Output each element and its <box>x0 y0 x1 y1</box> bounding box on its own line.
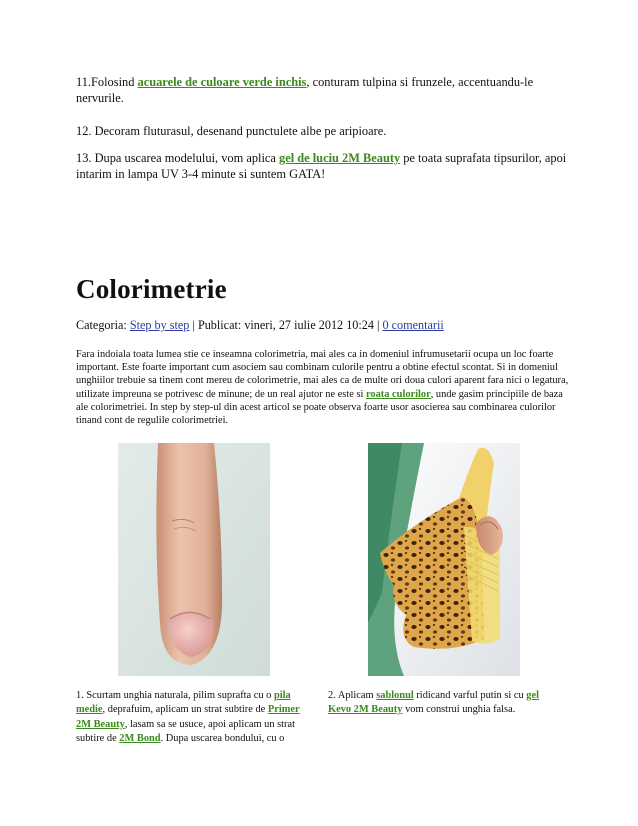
caption-2-text: vom construi unghia falsa. <box>402 704 516 716</box>
finger-nail-photo <box>118 443 270 676</box>
intro-text: Fara indoiala toata lumea stie ce inseamna colorimetria, mai ales ca in domeniul infrumusetarii ocupa un loc foarte important. Este foarte important cum asociem sau combinam culorile pentru a obtine efectul scontat. Si in domeniul unghiilor trebuie sa tinem cont mereu de colorimetrie, mai ales ca de multe ori doua culori aparent fara nici o legatura, utilizate impreuna se potrivesc de minune; de un real ajutor ne este si <box>76 349 569 400</box>
step-13-suffix: pe toata suprafata tipsurilor, apoi intarim in lampa UV 3-4 minute si suntem GATA! <box>76 151 567 181</box>
step-1-caption <box>76 689 316 747</box>
caption-1-text: . Dupa uscarea bondului, cu o <box>160 733 285 745</box>
medium-file-link[interactable]: pila medie <box>76 690 291 716</box>
primer-link[interactable]: Primer 2M Beauty <box>76 704 300 730</box>
step-2-caption <box>328 689 564 718</box>
bond-link[interactable]: 2M Bond <box>119 733 161 745</box>
step-12-paragraph: 12. Decoram fluturasul, desenand punctulete albe pe aripioare. <box>76 124 387 138</box>
comments-link[interactable]: 0 comentarii <box>382 318 444 332</box>
step-13-paragraph <box>76 150 576 182</box>
step-11-prefix: 11.Folosind <box>76 75 138 89</box>
color-wheel-link[interactable]: roata culorilor <box>365 388 431 400</box>
category-label: Categoria: <box>76 318 130 332</box>
nail-form-link[interactable]: sablonul <box>376 690 414 701</box>
article-meta <box>76 318 444 333</box>
gloss-gel-link[interactable]: gel de luciu 2M Beauty <box>279 151 401 165</box>
caption-2-text: 2. Aplicam <box>328 690 377 701</box>
caption-1-text: , deprafuim, aplicam un strat subtire de <box>102 704 268 716</box>
article-intro <box>76 348 572 427</box>
nail-form-photo <box>368 443 520 676</box>
caption-2-text: ridicand varful putin si cu <box>413 690 527 701</box>
category-link[interactable]: Step by step <box>129 318 190 332</box>
published-date: | Publicat: vineri, 27 iulie 2012 10:24 | <box>189 318 383 332</box>
kevo-gel-link[interactable]: gel Kevo 2M Beauty <box>328 690 539 716</box>
article-title: Colorimetrie <box>76 274 227 304</box>
caption-1-text: , lasam sa se usuce, apoi aplicam un strat subtire de <box>76 718 296 745</box>
step-11-paragraph <box>76 74 576 106</box>
intro-text-end: , unde gasim principiile de baza ale colorimetriei. In step by step-ul din acest articol se poate observa foarte usor asocierea sau combinarea culorilor tinand cont de regulile colorimetriei. <box>76 388 563 427</box>
step-11-suffix: , conturam tulpina si frunzele, accentuandu-le nervurile. <box>76 75 534 105</box>
caption-1-text: 1. Scurtam unghia naturala, pilim suprafta cu o <box>76 690 274 701</box>
watercolor-link[interactable]: acuarele de culoare verde inchis <box>137 75 307 89</box>
step-13-prefix: 13. Dupa uscarea modelului, vom aplica <box>76 151 280 165</box>
